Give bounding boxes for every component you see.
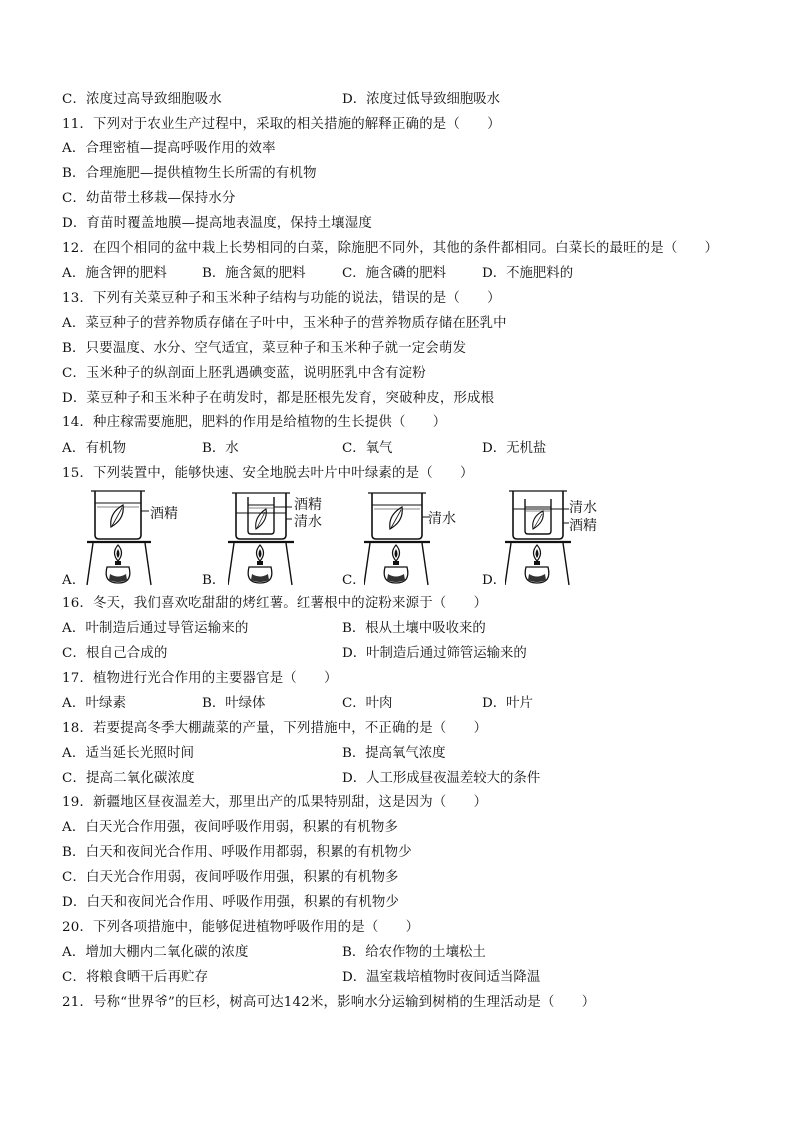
q18-option-b: B．提高氧气浓度 xyxy=(342,746,446,761)
q19-option-b: B．白天和夜间光合作用、呼吸作用都弱，积累的有机物少 xyxy=(62,845,412,860)
apparatus-d-label-top: 清水 xyxy=(569,500,597,516)
apparatus-d-label-bottom: 酒精 xyxy=(569,518,597,534)
apparatus-a-label: 酒精 xyxy=(150,506,178,522)
apparatus-c-diagram xyxy=(364,487,434,587)
q12-option-d: D．不施肥料的 xyxy=(482,266,574,281)
apparatus-c-label: 清水 xyxy=(428,511,456,527)
q16-option-d: D．叶制造后通过筛管运输来的 xyxy=(342,646,527,661)
q13-stem: 13．下列有关菜豆种子和玉米种子结构与功能的说法，错误的是（ ） xyxy=(62,291,501,306)
q10-option-c: C．浓度过高导致细胞吸水 xyxy=(62,92,222,107)
q20-option-c: C．将粮食晒干后再贮存 xyxy=(62,970,209,985)
q17-stem: 17．植物进行光合作用的主要器官是（ ） xyxy=(62,671,338,686)
q20-option-d: D．温室栽培植物时夜间适当降温 xyxy=(342,970,541,985)
q16-option-b: B．根从土壤中吸收来的 xyxy=(342,621,486,636)
q21-stem: 21．号称“世界爷”的巨杉，树高可达142米，影响水分运输到树梢的生理活动是（ ） xyxy=(62,995,596,1010)
q15-option-a: A． xyxy=(62,573,86,588)
q13-option-d: D．菜豆种子和玉米种子在萌发时，都是胚根先发育，突破种皮，形成根 xyxy=(62,391,495,406)
q19-option-a: A．白天光合作用强，夜间呼吸作用弱，积累的有机物多 xyxy=(62,820,399,835)
q16-option-a: A．叶制造后通过导管运输来的 xyxy=(62,621,249,636)
apparatus-b-label-bottom: 清水 xyxy=(294,514,322,530)
q19-stem: 19．新疆地区昼夜温差大，那里出产的瓜果特别甜，这是因为（ ） xyxy=(62,795,488,810)
q19-option-d: D．白天和夜间光合作用、呼吸作用强，积累的有机物少 xyxy=(62,895,400,910)
q18-option-d: D．人工形成昼夜温差较大的条件 xyxy=(342,771,541,786)
q18-option-a: A．适当延长光照时间 xyxy=(62,746,195,761)
q12-option-b: B．施含氮的肥料 xyxy=(202,266,306,281)
q15-option-b: B． xyxy=(202,573,226,588)
apparatus-d-diagram xyxy=(505,487,575,587)
q18-stem: 18．若要提高冬季大棚蔬菜的产量，下列措施中，不正确的是（ ） xyxy=(62,721,488,736)
q16-stem: 16．冬天，我们喜欢吃甜甜的烤红薯。红薯根中的淀粉来源于（ ） xyxy=(62,596,488,611)
q13-option-c: C．玉米种子的纵剖面上胚乳遇碘变蓝，说明胚乳中含有淀粉 xyxy=(62,366,426,381)
q11-option-b: B．合理施肥—提供植物生长所需的有机物 xyxy=(62,166,317,181)
q15-stem: 15．下列装置中，能够快速、安全地脱去叶片中叶绿素的是（ ） xyxy=(62,466,474,481)
q12-option-c: C．施含磷的肥料 xyxy=(342,266,446,281)
q15-option-c: C． xyxy=(342,573,366,588)
apparatus-b-diagram xyxy=(228,487,298,587)
q17-option-c: C．叶肉 xyxy=(342,696,393,711)
q11-option-d: D．育苗时覆盖地膜—提高地表温度，保持土壤湿度 xyxy=(62,216,372,231)
q11-stem: 11．下列对于农业生产过程中，采取的相关措施的解释正确的是（ ） xyxy=(62,117,501,132)
q11-option-a: A．合理密植—提高呼吸作用的效率 xyxy=(62,141,276,156)
q20-option-a: A．增加大棚内二氧化碳的浓度 xyxy=(62,945,249,960)
q12-option-a: A．施含钾的肥料 xyxy=(62,266,168,281)
q13-option-b: B．只要温度、水分、空气适宜，菜豆种子和玉米种子就一定会萌发 xyxy=(62,341,467,356)
q10-option-d: D．浓度过低导致细胞吸水 xyxy=(342,92,501,107)
q17-option-d: D．叶片 xyxy=(482,696,533,711)
q14-stem: 14．种庄稼需要施肥，肥料的作用是给植物的生长提供（ ） xyxy=(62,415,447,430)
q14-option-b: B．水 xyxy=(202,441,239,456)
q12-stem: 12．在四个相同的盆中栽上长势相同的白菜，除施肥不同外，其他的条件都相同。白菜长的最旺的是（ ） xyxy=(62,241,719,256)
q13-option-a: A．菜豆种子的营养物质存储在子叶中，玉米种子的营养物质存储在胚乳中 xyxy=(62,316,507,331)
q15-option-d: D． xyxy=(482,573,507,588)
q16-option-c: C．根自己合成的 xyxy=(62,646,168,661)
q17-option-b: B．叶绿体 xyxy=(202,696,266,711)
q18-option-c: C．提高二氧化碳浓度 xyxy=(62,771,195,786)
apparatus-b-label-top: 酒精 xyxy=(294,497,322,513)
q17-option-a: A．叶绿素 xyxy=(62,696,127,711)
apparatus-a-diagram xyxy=(85,487,195,587)
q20-option-b: B．给农作物的土壤松土 xyxy=(342,945,486,960)
q14-option-d: D．无机盐 xyxy=(482,441,547,456)
q14-option-a: A．有机物 xyxy=(62,441,127,456)
q20-stem: 20．下列各项措施中，能够促进植物呼吸作用的是（ ） xyxy=(62,920,420,935)
q11-option-c: C．幼苗带土移栽—保持水分 xyxy=(62,191,236,206)
q14-option-c: C．氧气 xyxy=(342,441,393,456)
q19-option-c: C．白天光合作用弱，夜间呼吸作用强，积累的有机物多 xyxy=(62,870,399,885)
